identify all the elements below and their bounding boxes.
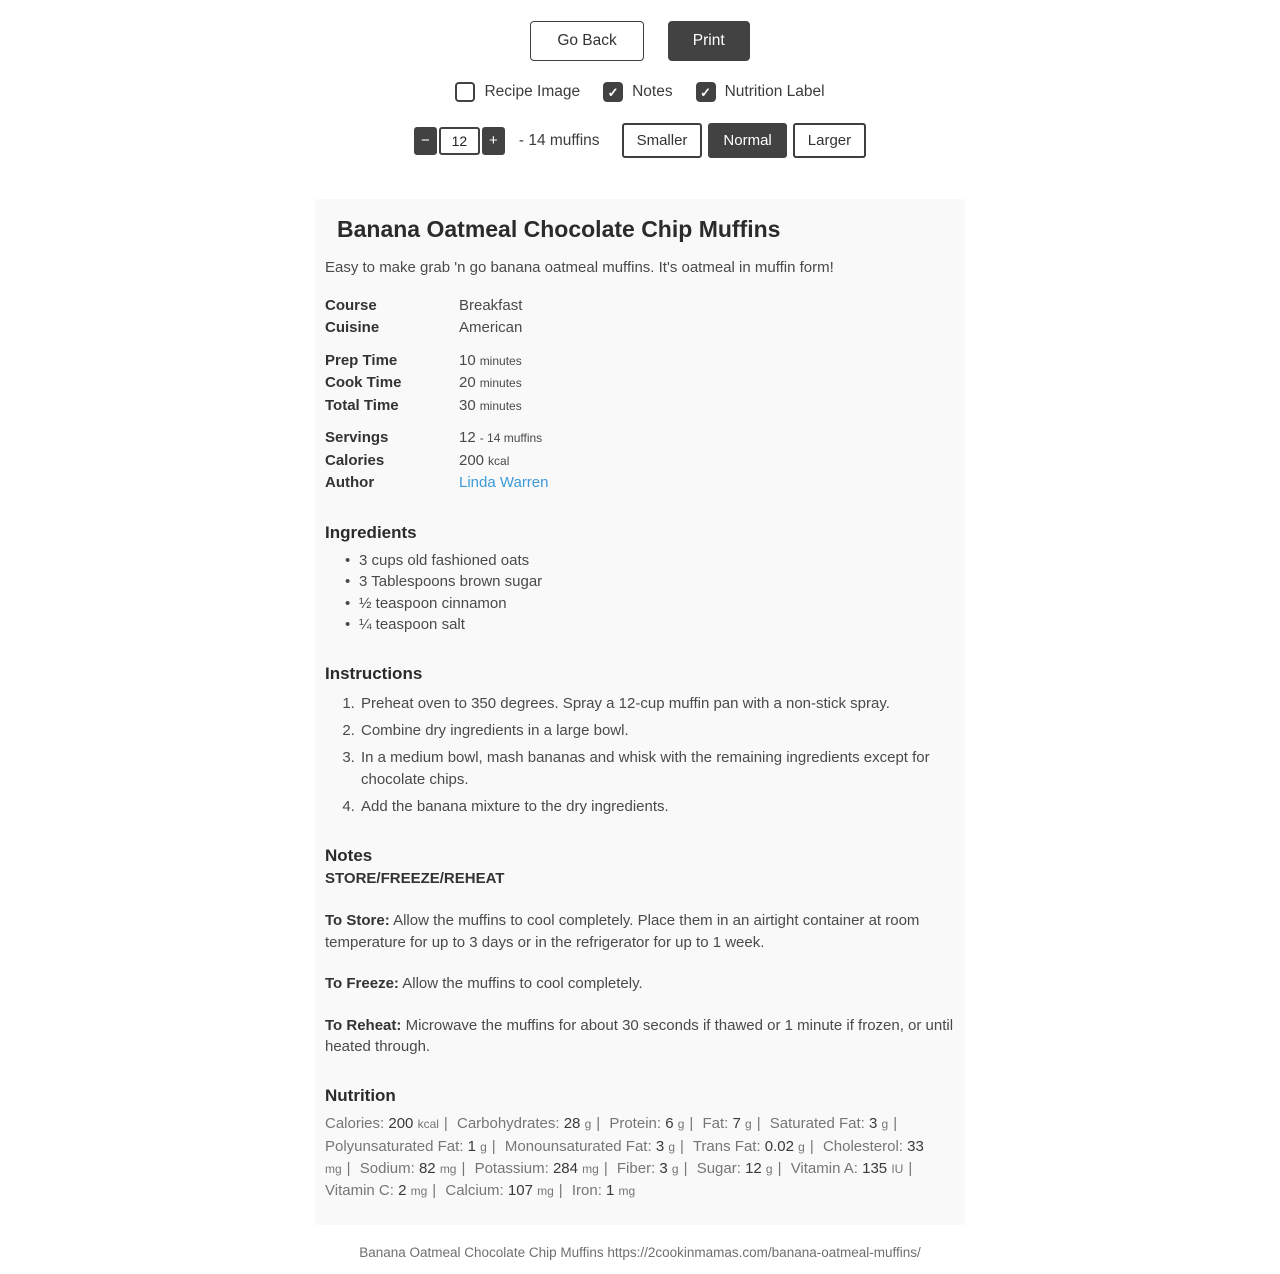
meta-unit: minutes — [479, 376, 522, 391]
nutrition-fact-label: Cholesterol: — [822, 1137, 903, 1155]
nutrition-fact-unit: mg — [537, 1184, 554, 1199]
nutrition-fact — [325, 1115, 453, 1132]
option-nutrition-label[interactable] — [696, 82, 825, 102]
nutrition-fact-unit: g — [745, 1117, 752, 1132]
note-label: To Freeze: — [325, 975, 399, 993]
notes-heading: Notes — [325, 846, 373, 866]
nutrition-fact-unit: g — [668, 1139, 676, 1154]
nutrition-fact — [325, 1138, 501, 1155]
nutrition-fact — [697, 1160, 787, 1177]
nutrition-fact — [791, 1160, 918, 1177]
notes-checkbox[interactable] — [603, 82, 623, 102]
nutrition-separator: | — [558, 1182, 563, 1200]
nutrition-fact-label: Fat: — [702, 1115, 729, 1133]
nutrition-fact-label: Fiber: — [616, 1159, 656, 1177]
nutrition-fact — [457, 1115, 605, 1132]
nutrition-fact — [770, 1115, 902, 1132]
meta-label: Total Time — [325, 396, 399, 414]
meta-value: 20 — [459, 374, 476, 392]
meta-value: 10 — [459, 351, 476, 369]
ingredient-item: • ¼ teaspoon salt — [359, 614, 955, 636]
nutrition-separator: | — [596, 1115, 601, 1133]
nutrition-fact-label: Calories: — [325, 1115, 385, 1133]
meta-unit: kcal — [488, 453, 510, 468]
nutrition-separator: | — [893, 1115, 898, 1133]
meta-value: Breakfast — [459, 296, 523, 314]
meta-label: Servings — [325, 429, 389, 447]
nutrition-fact-label: Sodium: — [359, 1159, 415, 1177]
note-text: Allow the muffins to cool completely. Place them in an airtight container at room temperature for up to 3 days or in the refrigerator for up to 1 week. — [325, 912, 920, 951]
meta-label: Cook Time — [325, 374, 402, 392]
servings-suffix: - 14 muffins — [518, 131, 600, 149]
print-options — [0, 82, 1280, 102]
notes-paragraphs — [325, 910, 955, 1058]
nutrition-fact-label: Carbohydrates: — [456, 1115, 560, 1133]
recipe-image-checkbox[interactable] — [455, 82, 475, 102]
nutrition-fact-label: Polyunsaturated Fat: — [325, 1137, 464, 1155]
nutrition-fact-value: 1 — [606, 1182, 615, 1200]
nutrition-fact — [572, 1182, 635, 1199]
servings-stepper — [414, 127, 505, 155]
nutrition-fact-unit: g — [480, 1139, 487, 1154]
author-link[interactable]: Linda Warren — [459, 474, 549, 492]
note-paragraph — [325, 1015, 955, 1058]
nutrition-separator: | — [443, 1115, 448, 1133]
recipe-card — [315, 199, 965, 1225]
nutrition-fact-value: 3 — [659, 1159, 668, 1177]
nutrition-fact — [609, 1115, 698, 1132]
text-size-buttons — [622, 123, 867, 158]
note-paragraph — [325, 910, 955, 953]
increase-servings-button[interactable]: + — [482, 127, 505, 155]
option-recipe-image[interactable] — [455, 82, 580, 102]
nutrition-separator: | — [491, 1137, 496, 1155]
nutrition-fact-label: Sugar: — [696, 1159, 741, 1177]
nutrition-fact-label: Vitamin A: — [790, 1159, 858, 1177]
meta-row-cuisine — [325, 317, 955, 340]
nutrition-fact-value: 3 — [655, 1137, 665, 1155]
instruction-step: 2. Combine dry ingredients in a large bowl. — [359, 720, 955, 742]
nutrition-fact-value: 7 — [732, 1115, 741, 1133]
toolbar — [0, 21, 1280, 61]
nutrition-label-checkbox[interactable] — [696, 82, 716, 102]
servings-input[interactable] — [439, 127, 480, 155]
meta-unit: - 14 muffins — [479, 431, 543, 446]
nutrition-separator: | — [809, 1137, 814, 1155]
instructions-heading: Instructions — [325, 663, 423, 683]
nutrition-separator: | — [908, 1159, 913, 1177]
nutrition-separator: | — [432, 1182, 437, 1200]
nutrition-fact-unit: g — [881, 1117, 889, 1132]
nutrition-fact-unit: mg — [410, 1184, 428, 1199]
nutrition-fact-unit: mg — [325, 1161, 342, 1176]
nutrition-fact-unit: mg — [618, 1184, 636, 1199]
ingredients-list — [325, 550, 955, 636]
nutrition-fact-value: 200 — [388, 1115, 414, 1133]
text-size-smaller-button[interactable]: Smaller — [622, 123, 703, 158]
text-size-normal-button[interactable]: Normal — [708, 123, 786, 158]
note-text: Allow the muffins to cool completely. — [402, 975, 643, 993]
nutrition-separator: | — [756, 1115, 761, 1133]
option-label: Notes — [632, 83, 673, 100]
ingredient-item: • 3 cups old fashioned oats — [359, 550, 955, 572]
nutrition-fact — [360, 1160, 471, 1177]
nutrition-fact-unit: mg — [582, 1161, 599, 1176]
nutrition-fact-unit: mg — [439, 1161, 457, 1176]
nutrition-fact-label: Monounsaturated Fat: — [504, 1137, 652, 1155]
nutrition-fact-value: 0.02 — [764, 1137, 794, 1155]
meta-label: Cuisine — [325, 319, 380, 337]
nutrition-fact — [703, 1115, 766, 1132]
meta-row-servings — [325, 427, 955, 450]
nutrition-fact-unit: g — [798, 1139, 805, 1154]
meta-row-calories — [325, 450, 955, 473]
meta-label: Course — [325, 296, 377, 314]
print-controls — [0, 0, 1280, 158]
nutrition-heading: Nutrition — [325, 1085, 396, 1105]
nutrition-fact-value: 3 — [869, 1115, 878, 1133]
nutrition-separator: | — [346, 1159, 351, 1177]
nutrition-fact — [617, 1160, 693, 1177]
nutrition-fact — [693, 1138, 819, 1155]
recipe-meta — [325, 295, 955, 495]
notes-subheading: STORE/FREEZE/REHEAT — [325, 870, 505, 888]
nutrition-fact-label: Iron: — [571, 1182, 602, 1200]
decrease-servings-button[interactable]: − — [414, 127, 437, 155]
meta-label: Author — [325, 474, 375, 492]
meta-row-author — [325, 472, 955, 495]
nutrition-fact-label: Vitamin C: — [325, 1182, 394, 1200]
nutrition-facts — [325, 1113, 955, 1203]
nutrition-fact-label: Protein: — [609, 1115, 662, 1133]
nutrition-fact-unit: IU — [891, 1161, 904, 1176]
nutrition-separator: | — [777, 1159, 782, 1177]
meta-value: 30 — [459, 396, 476, 414]
meta-row-course — [325, 295, 955, 318]
nutrition-fact-value: 28 — [563, 1115, 581, 1133]
nutrition-fact-value: 12 — [745, 1159, 762, 1177]
ingredient-item: • ½ teaspoon cinnamon — [359, 593, 955, 615]
nutrition-fact-value: 82 — [418, 1159, 436, 1177]
nutrition-separator: | — [689, 1115, 694, 1133]
text-size-larger-button[interactable]: Larger — [793, 123, 866, 158]
nutrition-fact-unit: g — [765, 1161, 773, 1176]
meta-row-total-time — [325, 395, 955, 418]
note-label: To Store: — [325, 912, 390, 930]
nutrition-separator: | — [680, 1137, 684, 1155]
nutrition-separator: | — [603, 1159, 608, 1177]
nutrition-fact-value: 135 — [862, 1159, 888, 1177]
nutrition-fact — [325, 1182, 441, 1199]
note-label: To Reheat: — [325, 1016, 402, 1034]
nutrition-fact-unit: g — [584, 1117, 592, 1132]
nutrition-fact-value: 2 — [398, 1182, 407, 1200]
meta-row-prep-time — [325, 350, 955, 373]
footer-attribution: Banana Oatmeal Chocolate Chip Muffins https://2cookinmamas.com/banana-oatmeal-muffins/ — [359, 1244, 921, 1260]
option-label: Nutrition Label — [724, 83, 825, 100]
checkmark-icon: ✓ — [700, 84, 712, 100]
adjust-controls — [0, 123, 1280, 158]
meta-unit: minutes — [479, 398, 522, 413]
ingredients-heading: Ingredients — [325, 522, 417, 542]
nutrition-fact-value: 284 — [552, 1159, 578, 1177]
note-text: Microwave the muffins for about 30 seconds if thawed or 1 minute if frozen, or until heated through. — [325, 1016, 954, 1056]
page-title: Banana Oatmeal Chocolate Chip Muffins — [337, 216, 781, 242]
nutrition-fact-label: Potassium: — [474, 1159, 549, 1177]
checkmark-icon: ✓ — [607, 84, 619, 100]
instruction-step: 3. In a medium bowl, mash bananas and whisk with the remaining ingredients except for chocolate chips. — [359, 747, 955, 791]
print-button[interactable]: Print — [668, 21, 750, 61]
nutrition-fact-value: 33 — [907, 1137, 924, 1155]
ingredient-item: • 3 Tablespoons brown sugar — [359, 571, 955, 593]
meta-value: 12 — [459, 429, 476, 447]
nutrition-fact-label: Calcium: — [445, 1182, 504, 1200]
instruction-step: 1. Preheat oven to 350 degrees. Spray a 12-cup muffin pan with a non-stick spray. — [359, 693, 955, 715]
nutrition-fact-value: 6 — [665, 1115, 674, 1133]
meta-row-cook-time — [325, 372, 955, 395]
nutrition-fact-value: 107 — [507, 1182, 533, 1200]
nutrition-fact-unit: g — [671, 1161, 679, 1176]
nutrition-fact-unit: g — [677, 1117, 685, 1132]
nutrition-fact-unit: kcal — [417, 1117, 439, 1132]
instruction-step: 4. Add the banana mixture to the dry ingredients. — [359, 796, 955, 818]
nutrition-fact-value: 1 — [467, 1137, 476, 1155]
meta-unit: minutes — [479, 353, 522, 368]
meta-value: 200 — [459, 451, 485, 469]
nutrition-separator: | — [683, 1159, 688, 1177]
nutrition-fact — [475, 1160, 613, 1177]
option-label: Recipe Image — [484, 83, 581, 100]
instructions-list — [325, 693, 955, 818]
go-back-button[interactable]: Go Back — [530, 21, 643, 61]
nutrition-fact — [445, 1182, 567, 1199]
meta-value: American — [459, 319, 523, 337]
nutrition-fact — [505, 1138, 689, 1155]
option-notes[interactable] — [603, 82, 673, 102]
nutrition-fact-label: Trans Fat: — [692, 1137, 761, 1155]
nutrition-fact-label: Saturated Fat: — [769, 1115, 865, 1133]
recipe-description: Easy to make grab 'n go banana oatmeal muffins. It's oatmeal in muffin form! — [325, 258, 834, 276]
meta-label: Prep Time — [325, 351, 398, 369]
note-paragraph — [325, 973, 955, 995]
meta-label: Calories — [325, 451, 385, 469]
nutrition-separator: | — [461, 1159, 466, 1177]
